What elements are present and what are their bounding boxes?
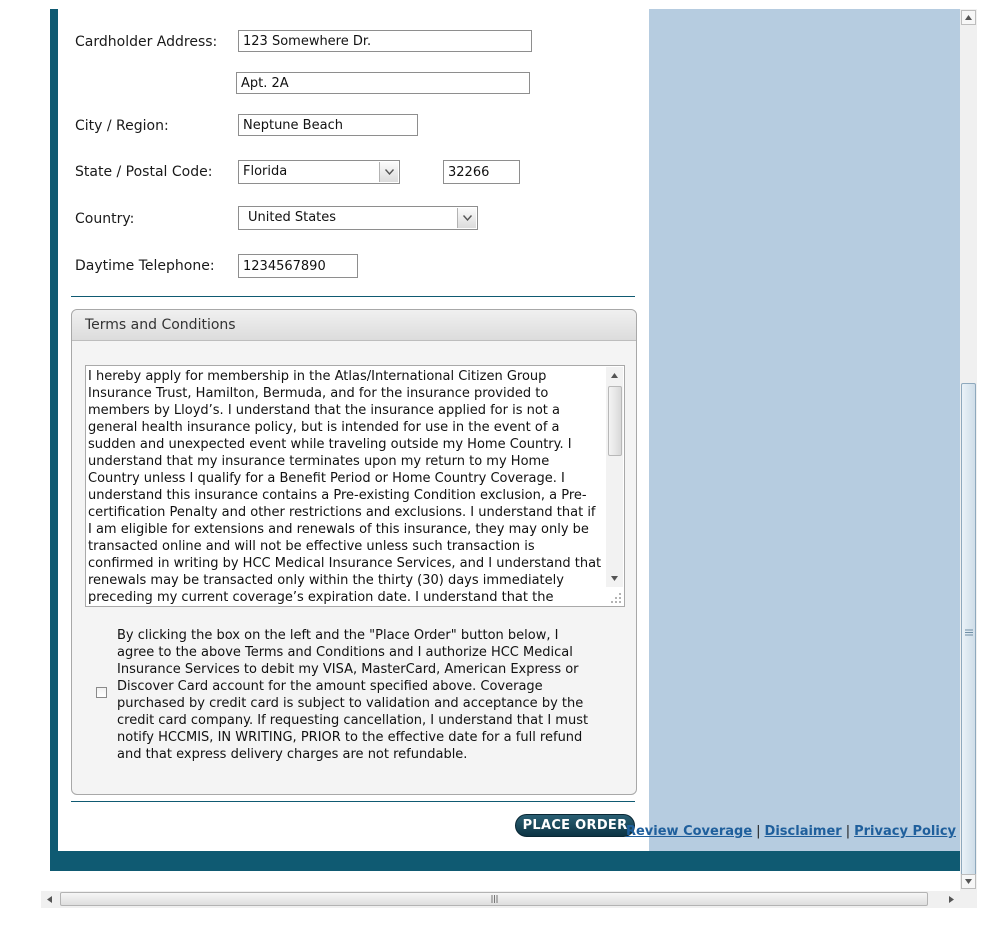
terms-scrollbar[interactable]: [606, 367, 623, 587]
window-vertical-scroll-thumb[interactable]: [961, 383, 976, 881]
chevron-down-icon[interactable]: [457, 208, 476, 228]
country-label: Country:: [75, 211, 135, 227]
disclaimer-link[interactable]: Disclaimer: [764, 824, 842, 839]
country-select[interactable]: [238, 206, 478, 230]
terms-textarea[interactable]: [85, 365, 625, 607]
chevron-down-icon[interactable]: [379, 162, 398, 182]
arrow-right-icon[interactable]: [944, 892, 959, 907]
section-divider: [71, 296, 635, 297]
postal-code-input[interactable]: [443, 160, 520, 184]
scrollbar-corner: [960, 891, 977, 908]
footer-separator: |: [756, 824, 761, 839]
state-select-value: Florida: [243, 164, 288, 179]
review-coverage-link[interactable]: Review Coverage: [625, 824, 753, 839]
phone-input[interactable]: [238, 254, 358, 278]
footer-links: [626, 824, 956, 839]
resize-grip-icon[interactable]: [610, 592, 622, 604]
terms-scroll-thumb[interactable]: [608, 386, 622, 456]
arrow-up-icon[interactable]: [606, 367, 623, 384]
arrow-down-icon[interactable]: [961, 874, 976, 889]
phone-label: Daytime Telephone:: [75, 258, 215, 274]
city-input[interactable]: [238, 114, 418, 136]
arrow-down-icon[interactable]: [606, 570, 623, 587]
terms-panel: [71, 309, 637, 795]
place-order-button[interactable]: PLACE ORDER: [515, 814, 635, 837]
section-divider-bottom: [71, 801, 635, 802]
city-label: City / Region:: [75, 118, 169, 134]
agree-checkbox[interactable]: [96, 687, 107, 698]
state-postal-label: State / Postal Code:: [75, 164, 213, 180]
address-line2-input[interactable]: [236, 72, 530, 94]
window-horizontal-scroll-thumb[interactable]: [60, 892, 928, 906]
state-select[interactable]: [238, 160, 400, 184]
side-panel: [649, 9, 960, 851]
footer-separator: |: [845, 824, 851, 839]
agree-text: By clicking the box on the left and the "Place Order" button below, I agree to the above Terms and Conditions and I authorize HCC Medical Insurance Services to debit my VISA, MasterCard, American Express or Discover Card account for the amount specified above. Coverage purchased by credit card is subject to validation and acceptance by the credit card company. If requesting cancellation, I understand that I must notify HCCMIS, IN WRITING, PRIOR to the effective date for a full refund and that express delivery charges are not refundable.: [117, 628, 589, 762]
window-vertical-scrollbar[interactable]: [960, 9, 977, 891]
terms-header: Terms and Conditions: [72, 310, 636, 341]
address-line1-input[interactable]: [238, 30, 532, 52]
arrow-left-icon[interactable]: [42, 892, 57, 907]
terms-body: I hereby apply for membership in the Atlas/International Citizen Group Insurance Trust, Hamilton, Bermuda, and for the insurance provided to members by Lloyd’s. I understand that the insurance applied for is not a general health insurance policy, but is intended for use in the event of a sudden and unexpected event while traveling outside my Home Country. I understand that my insurance terminates upon my return to my Home Country unless I qualify for a Benefit Period or Home Country Coverage. I understand this insurance contains a Pre-existing Condition exclusion, a Pre-certification Penalty and other restrictions and exclusions. I understand that if I am eligible for extensions and renewals of this insurance, they may only be transacted online and will not be effective unless such transaction is confirmed in writing by HCC Medical Insurance Services, and I understand that renewals may be transacted only within the thirty (30) days immediately preceding my current coverage’s expiration date. I understand that the: [88, 369, 602, 605]
country-select-value: United States: [248, 210, 337, 225]
window-horizontal-scrollbar[interactable]: [41, 891, 960, 908]
arrow-up-icon[interactable]: [961, 10, 976, 25]
page-frame-left-border: [50, 9, 58, 871]
page-frame-bottom-border: [50, 851, 960, 871]
privacy-policy-link[interactable]: Privacy Policy: [854, 824, 956, 839]
address-label: Cardholder Address:: [75, 34, 218, 50]
